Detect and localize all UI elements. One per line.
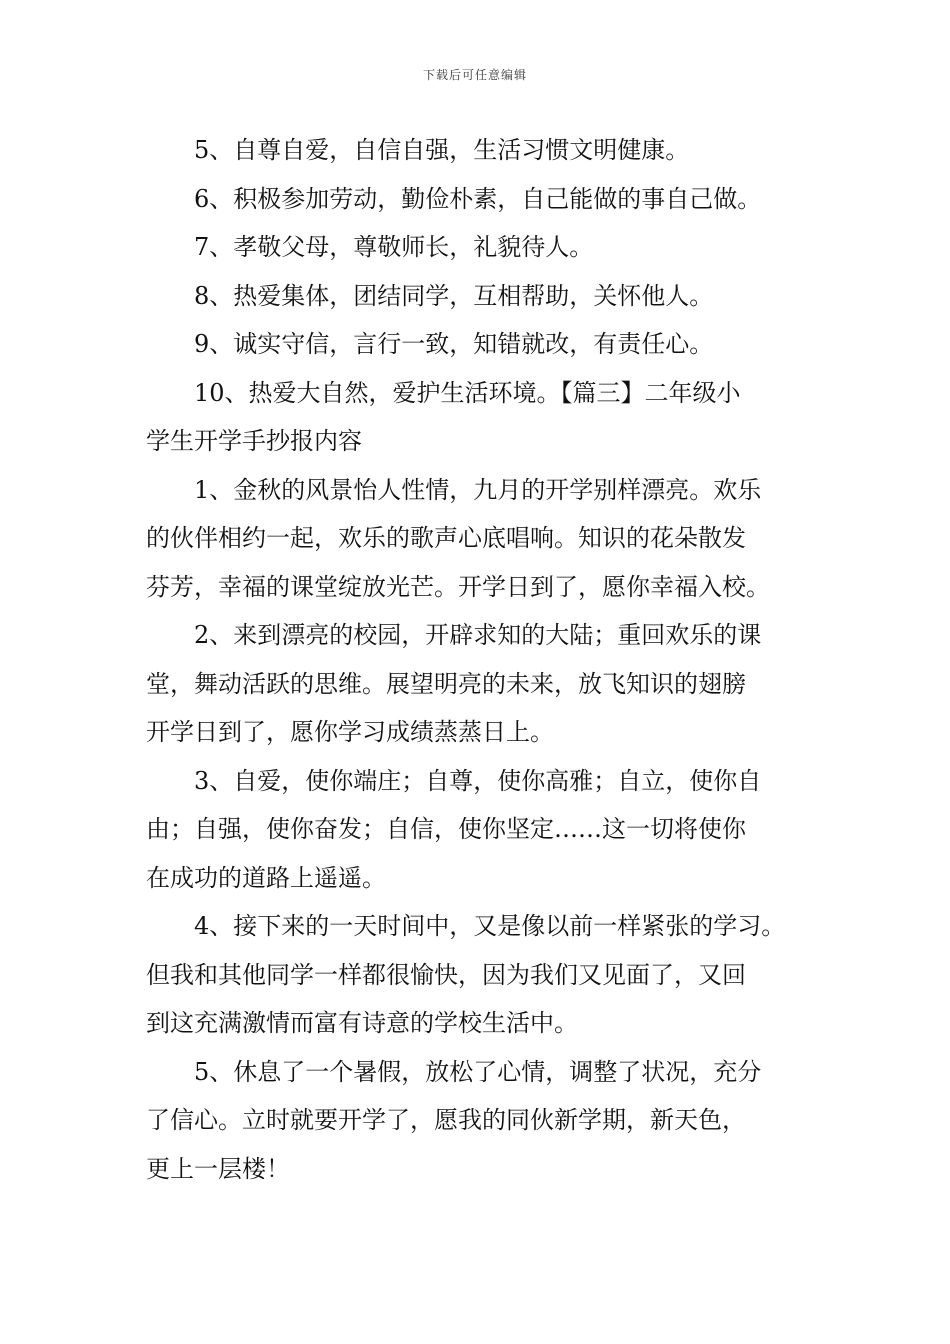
text-line: 但我和其他同学一样都很愉快，因为我们又见面了，又回 bbox=[146, 960, 746, 989]
text-line: 6、积极参加劳动，勤俭朴素，自己能做的事自己做。 bbox=[194, 184, 762, 213]
text-line: 8、热爱集体，团结同学，互相帮助，关怀他人。 bbox=[194, 281, 714, 310]
text-line: 更上一层楼！ bbox=[146, 1154, 290, 1183]
text-line: 5、自尊自爱，自信自强，生活习惯文明健康。 bbox=[194, 136, 690, 164]
document-body bbox=[146, 126, 836, 1193]
text-line: 10、热爱大自然，爱护生活环境。【篇三】二年级小 bbox=[194, 378, 741, 407]
text-line: 7、孝敬父母，尊敬师长，礼貌待人。 bbox=[194, 233, 594, 261]
text-line: 在成功的道路上遥遥。 bbox=[146, 863, 386, 892]
text-line: 由；自强，使你奋发；自信，使你坚定……这一切将使你 bbox=[146, 815, 746, 843]
text-line: 的伙伴相约一起，欢乐的歌声心底唱响。知识的花朵散发 bbox=[146, 524, 746, 552]
text-line: 4、接下来的一天时间中，又是像以前一样紧张的学习。 bbox=[194, 912, 786, 940]
text-line: 开学日到了，愿你学习成绩蒸蒸日上。 bbox=[146, 718, 554, 746]
text-line: 2、来到漂亮的校园，开辟求知的大陆；重回欢乐的课 bbox=[194, 621, 762, 649]
text-line: 堂，舞动活跃的思维。展望明亮的未来，放飞知识的翅膀 bbox=[146, 669, 746, 698]
page-header-note: 下载后可任意编辑 bbox=[422, 68, 527, 82]
text-line: 了信心。立时就要开学了，愿我的同伙新学期，新天色， bbox=[146, 1106, 746, 1134]
text-line: 芬芳，幸福的课堂绽放光芒。开学日到了，愿你幸福入校。 bbox=[146, 572, 770, 601]
text-line: 学生开学手抄报内容 bbox=[146, 427, 362, 455]
text-line: 1、金秋的风景怡人性情，九月的开学别样漂亮。欢乐 bbox=[194, 475, 762, 504]
text-line: 5、休息了一个暑假，放松了心情，调整了状况，充分 bbox=[194, 1057, 762, 1086]
text-line: 到这充满激情而富有诗意的学校生活中。 bbox=[146, 1009, 578, 1037]
text-line: 9、诚实守信，言行一致，知错就改，有责任心。 bbox=[194, 330, 714, 358]
text-line: 3、自爱，使你端庄；自尊，使你高雅；自立，使你自 bbox=[194, 766, 762, 795]
